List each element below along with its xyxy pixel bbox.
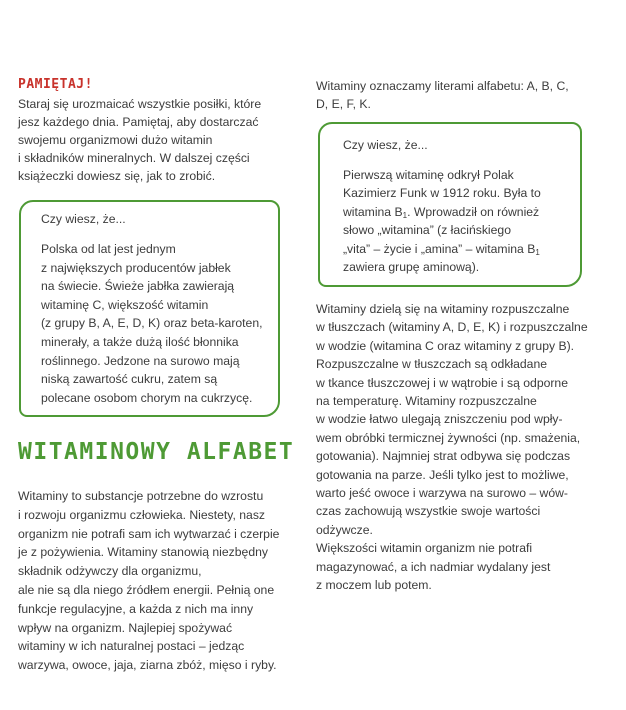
text-line: roślinnego. Jedzone na surowo mają — [41, 353, 240, 368]
text-line: swojemu organizmowi dużo witamin — [18, 133, 213, 147]
text-line: (z grupy B, A, E, D, K) oraz beta-karoten, — [41, 316, 263, 331]
text-line: zawiera grupę aminową). — [343, 260, 480, 275]
text-line: ale nie są dla niego źródłem energii. Pełnią one — [18, 582, 275, 597]
alphabet-paragraph — [18, 487, 280, 675]
text-line: odżywcze. — [316, 522, 373, 537]
text-line: minerały, a także dużą ilość błonnika — [41, 334, 239, 349]
text-line: Polska od lat jest jednym — [41, 242, 176, 256]
text-line: D, E, F, K. — [316, 97, 371, 111]
text-line: wpływ na organizm. Najlepiej spożywać — [18, 620, 233, 635]
text-line: na temperaturę. Witaminy rozpuszczalne — [316, 394, 537, 409]
subscript: 1 — [535, 247, 540, 257]
text-line: magazynować, a ich nadmiar wydalany jest — [316, 559, 551, 574]
text-line: z moczem lub potem. — [316, 578, 432, 593]
text-line: organizm nie potrafi sam ich wytwarzać i czerpie — [18, 526, 280, 541]
text-line: warzywa, owoce, jaja, ziarna zbóż, mięso i ryby. — [18, 658, 277, 673]
text-line: Rozpuszczalne w tłuszczach są odkładane — [316, 357, 548, 372]
text-line: witaminy w ich naturalnej postaci – jedząc — [18, 639, 245, 654]
text-line: w tkance tłuszczowej i w wątrobie i są odporne — [316, 375, 568, 390]
text-line: w wodzie (witamina C oraz witaminy z grupy B). — [316, 338, 575, 353]
text-line: Pierwszą witaminę odkrył Polak — [343, 168, 514, 182]
text-line: jesz każdego dnia. Pamiętaj, aby dostarczać — [18, 115, 259, 129]
text-line: i składników mineralnych. W dalszej części — [18, 151, 250, 165]
text-fragment: . Wprowadził on również — [407, 204, 540, 219]
text-line: je z pożywienia. Witaminy stanowią niezbędny — [18, 545, 268, 560]
text-line — [343, 240, 580, 258]
fact-box-apples — [19, 200, 280, 417]
text-line: witaminę C, większość witamin — [41, 297, 209, 312]
section-heading: WITAMINOWY ALFABET — [18, 439, 295, 465]
remember-heading: PAMIĘTAJ! — [18, 77, 93, 92]
remember-paragraph — [18, 95, 280, 185]
text-fragment: „vita” – życie i „amina” – witamina B — [343, 241, 536, 256]
text-line — [343, 203, 580, 221]
text-fragment: witamina B — [343, 204, 403, 219]
text-line: w wodzie łatwo ulegają zniszczeniu pod wpły- — [316, 412, 563, 427]
text-line: warto jeść owoce i warzywa na surowo – wów- — [316, 486, 568, 501]
text-line: funkcje regulacyjne, a każda z nich ma inny — [18, 601, 254, 616]
text-line: i rozwoju organizmu człowieka. Niestety, nasz — [18, 507, 266, 522]
text-line: w tłuszczach (witaminy A, D, E, K) i rozpuszczalne — [316, 320, 588, 335]
text-line: czas zachowują wszystkie swoje wartości — [316, 504, 541, 519]
fact-box-title: Czy wiesz, że... — [41, 212, 126, 226]
text-line: Witaminy oznaczamy literami alfabetu: A, B, C, — [316, 79, 569, 93]
letters-intro — [316, 77, 591, 113]
text-line: składnik odżywczy dla organizmu, — [18, 564, 202, 579]
text-line: Większości witamin organizm nie potrafi — [316, 541, 533, 556]
text-line: Witaminy dzielą się na witaminy rozpuszczalne — [316, 302, 570, 316]
text-line: książeczki dowiesz się, jak to zrobić. — [18, 169, 216, 183]
text-line: słowo „witamina” (z łacińskiego — [343, 223, 511, 238]
text-line: wem obróbki termicznej żywności (np. smażenia, — [316, 430, 581, 445]
text-line: gotowania na parze. Jeśli tylko jest to możliwe, — [316, 467, 569, 482]
subscript: 1 — [402, 210, 408, 220]
fact-box-funk — [318, 122, 582, 287]
text-line: gotowania). Najmniej strat odbywa się podczas — [316, 449, 571, 464]
solubility-paragraph — [316, 300, 591, 595]
text-line: Kazimierz Funk w 1912 roku. Była to — [343, 186, 541, 201]
text-line: na świecie. Świeże jabłka zawierają — [41, 279, 235, 294]
text-line: Staraj się urozmaicać wszystkie posiłki, które — [18, 97, 262, 111]
text-line: Witaminy to substancje potrzebne do wzrostu — [18, 489, 264, 503]
fact-box-title: Czy wiesz, że... — [343, 138, 428, 152]
text-line: z największych producentów jabłek — [41, 260, 231, 275]
text-line: niską zawartość cukru, zatem są — [41, 372, 218, 387]
text-line: polecane osobom chorym na cukrzycę. — [41, 390, 253, 405]
